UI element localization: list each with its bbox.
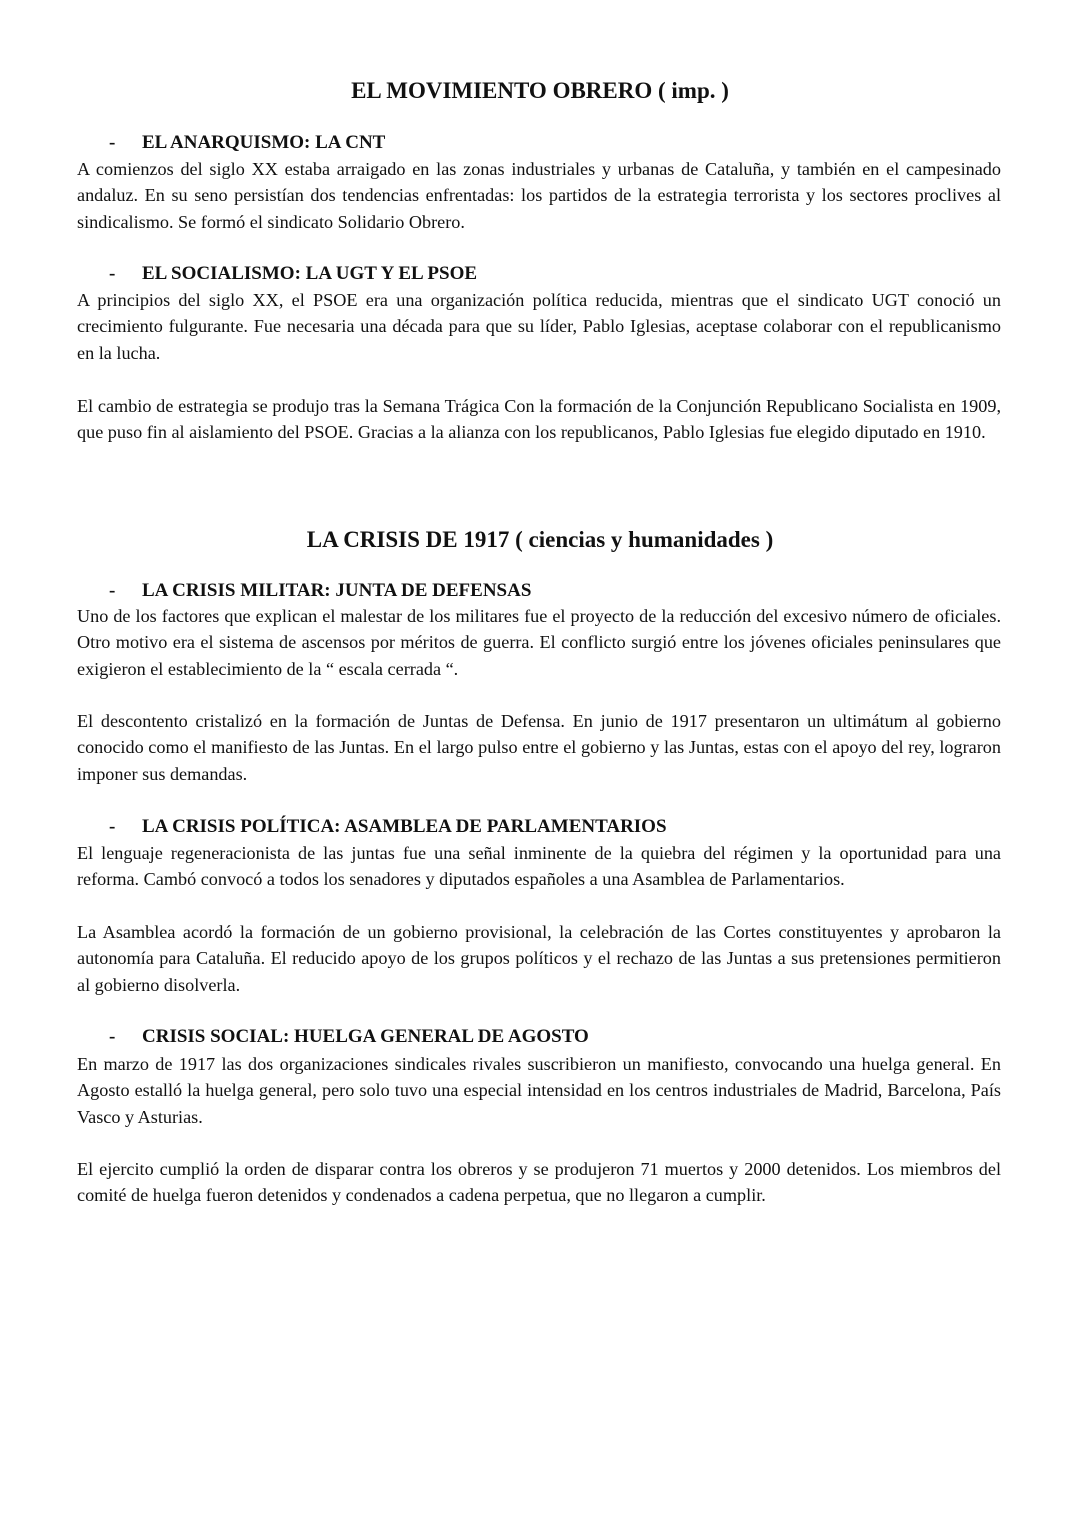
heading-anarquismo: [77, 131, 1007, 155]
paragraph-crisis-politica-2: La Asamblea acordó la formación de un gobierno provisional, la celebración de las Cortes constituyentes y aprobaron la autonomía para Cataluña. El reducido apoyo de los grupos políticos y el rechazo de las Juntas a sus pretensiones permitieron al gobierno disolverla.: [77, 922, 1001, 995]
paragraph-crisis-militar-2: El descontento cristalizó en la formación de Juntas de Defensa. En junio de 1917 presentaron un ultimátum al gobierno conocido como el manifiesto de las Juntas. En el largo pulso entre el gobierno y las Juntas, estas con el apoyo del rey, lograron imponer sus demandas.: [77, 711, 1001, 784]
heading-crisis-social: [77, 1025, 1007, 1049]
heading-crisis-politica: [77, 815, 1007, 839]
heading-text: CRISIS SOCIAL: HUELGA GENERAL DE AGOSTO: [142, 1026, 589, 1047]
section-title-crisis-1917: LA CRISIS DE 1917 ( ciencias y humanidades ): [306, 527, 774, 552]
section-title-movimiento-obrero: EL MOVIMIENTO OBRERO ( imp. ): [351, 78, 729, 103]
paragraph-crisis-politica-1: El lenguaje regeneracionista de las juntas fue una señal inminente de la quiebra del régimen y la oportunidad para una reforma. Cambó convocó a todos los senadores y diputados españoles a una Asamblea de Parlamentarios.: [77, 843, 1001, 890]
heading-dash: -: [109, 816, 116, 837]
heading-text: LA CRISIS MILITAR: JUNTA DE DEFENSAS: [142, 580, 532, 601]
paragraph-socialismo-2: El cambio de estrategia se produjo tras la Semana Trágica Con la formación de la Conjunción Republicano Socialista en 1909, que puso fin al aislamiento del PSOE. Gracias a la alianza con los republicanos, Pablo Iglesias fue elegido diputado en 1910.: [77, 396, 1001, 443]
heading-socialismo: [77, 262, 1007, 286]
paragraph-crisis-social-2: El ejercito cumplió la orden de disparar contra los obreros y se produjeron 71 muertos y 2000 detenidos. Los miembros del comité de huelga fueron detenidos y condenados a cadena perpetua, que no llegaron a cumplir.: [77, 1159, 1001, 1206]
heading-text: LA CRISIS POLÍTICA: ASAMBLEA DE PARLAMENTARIOS: [142, 816, 667, 837]
heading-text: EL ANARQUISMO: LA CNT: [142, 132, 386, 153]
heading-crisis-militar: [77, 579, 1007, 603]
paragraph-crisis-social-1: En marzo de 1917 las dos organizaciones sindicales rivales suscribieron un manifiesto, convocando una huelga general. En Agosto estalló la huelga general, pero solo tuvo una especial intensidad en los centros industriales de Madrid, Barcelona, País Vasco y Asturias.: [77, 1054, 1001, 1127]
heading-dash: -: [109, 263, 116, 284]
heading-dash: -: [109, 580, 116, 601]
paragraph-socialismo-1: A principios del siglo XX, el PSOE era una organización política reducida, mientras que el sindicato UGT conoció un crecimiento fulgurante. Fue necesaria una década para que su líder, Pablo Iglesias, aceptase colaborar con el republicanismo en la lucha.: [77, 290, 1001, 363]
paragraph-anarquismo: A comienzos del siglo XX estaba arraigado en las zonas industriales y urbanas de Cataluña, y también en el campesinado andaluz. En su seno persistían dos tendencias enfrentadas: los partidos de la estrategia terrorista y los sectores proclives al sindicalismo. Se formó el sindicato Solidario Obrero.: [77, 159, 1001, 232]
heading-dash: -: [109, 1026, 116, 1047]
heading-text: EL SOCIALISMO: LA UGT Y EL PSOE: [142, 263, 478, 284]
heading-dash: -: [109, 132, 116, 153]
paragraph-crisis-militar-1: Uno de los factores que explican el malestar de los militares fue el proyecto de la reducción del excesivo número de oficiales. Otro motivo era el sistema de ascensos por méritos de guerra. El conflicto surgió entre los jóvenes oficiales peninsulares que exigieron el establecimiento de la “ escala cerrada “.: [77, 606, 1001, 679]
